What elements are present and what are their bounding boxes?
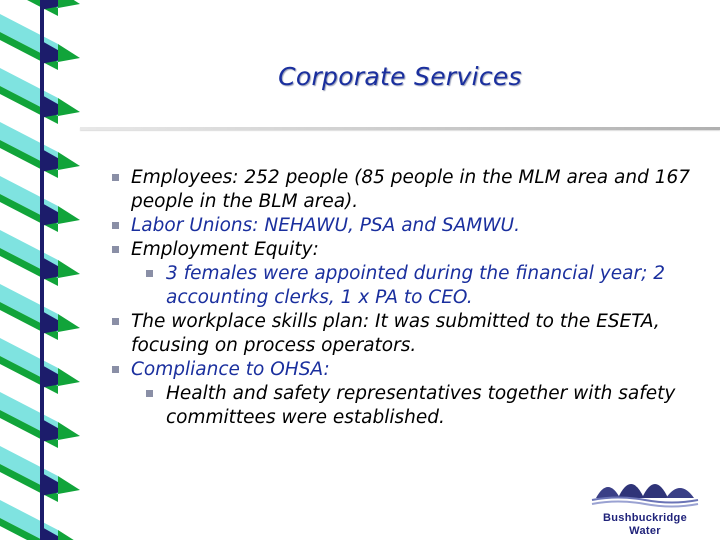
square-bullet-icon [146,390,153,397]
deco-navy-stripe [40,0,44,540]
page-title: Corporate Services [278,62,522,91]
square-bullet-icon [112,246,119,253]
bullet-list [110,166,700,430]
list-item-employees: Employees: 252 people (85 people in the MLM area and 167 people in the BLM area). [110,166,700,214]
square-bullet-icon [146,270,153,277]
water-drops-icon [588,470,702,510]
list-item-employment-equity: Employment Equity: [110,238,700,262]
square-bullet-icon [112,366,119,373]
square-bullet-icon [112,174,119,181]
bushbuckridge-water-logo [588,470,702,538]
square-bullet-icon [112,318,119,325]
list-item-ohsa-compliance: Compliance to OHSA: [110,358,700,382]
title-divider [80,127,720,130]
list-subitem-females-appointed: 3 females were appointed during the financial year; 2 accounting clerks, 1 x PA to CEO. [110,262,700,310]
list-item-skills-plan: The workplace skills plan: It was submitted to the ESETA, focusing on process operators. [110,310,700,358]
logo-text-line2: Water [629,525,661,537]
list-subitem-health-safety: Health and safety representatives together with safety committees were established. [110,382,700,430]
decorative-left-border [0,0,80,540]
square-bullet-icon [112,222,119,229]
logo-text-line1: Bushbuckridge [603,512,687,524]
title-container [80,62,720,91]
list-item-labor-unions: Labor Unions: NEHAWU, PSA and SAMWU. [110,214,700,238]
